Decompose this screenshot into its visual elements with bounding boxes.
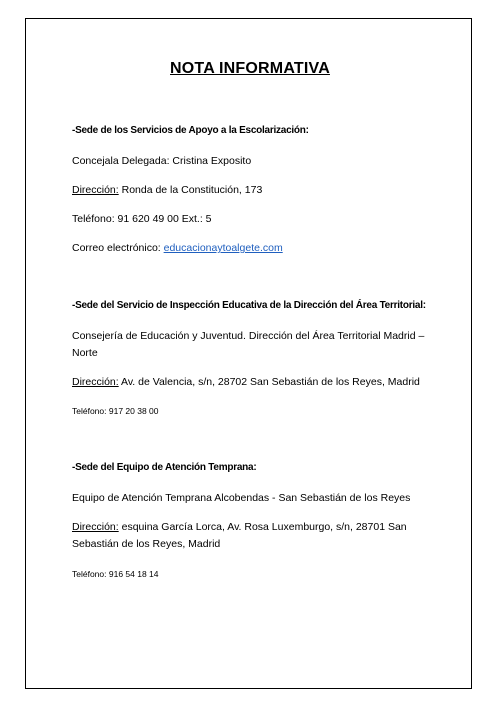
contact-line: Concejala Delegada: Cristina Exposito [72, 155, 252, 167]
org-line-1: Consejería de Educación y Juventud. Dirección del Área Territorial Madrid – [72, 330, 425, 342]
org-line: Equipo de Atención Temprana Alcobendas - San Sebastián de los Reyes [72, 492, 411, 504]
address-value: Av. de Valencia, s/n, 28702 San Sebastián de los Reyes, Madrid [118, 376, 420, 388]
section-heading-inspeccion: -Sede del Servicio de Inspección Educativa de la Dirección del Área Territorial: [72, 300, 426, 311]
email-link[interactable]: educacionaytoalgete.com [163, 242, 283, 254]
phone-line: Teléfono: 916 54 18 14 [72, 569, 159, 579]
address-line [72, 183, 262, 197]
section-heading-atencion-temprana: -Sede del Equipo de Atención Temprana: [72, 462, 257, 473]
address-label: Dirección: [72, 521, 119, 533]
email-line [72, 241, 283, 255]
address-line [72, 375, 420, 389]
address-line-2: Sebastián de los Reyes, Madrid [72, 538, 221, 550]
address-value: Ronda de la Constitución, 173 [118, 184, 263, 196]
address-value: esquina García Lorca, Av. Rosa Luxemburgo, s/n, 28701 San [118, 521, 407, 533]
section-heading-escolarizacion: -Sede de los Servicios de Apoyo a la Escolarización: [72, 125, 309, 136]
phone-line: Teléfono: 91 620 49 00 Ext.: 5 [72, 213, 212, 225]
address-line-1 [72, 520, 407, 534]
phone-line: Teléfono: 917 20 38 00 [72, 406, 159, 416]
email-label: Correo electrónico: [72, 242, 164, 254]
address-label: Dirección: [72, 376, 119, 388]
address-label: Dirección: [72, 184, 119, 196]
org-line-2: Norte [72, 347, 98, 359]
page-title: NOTA INFORMATIVA [170, 60, 330, 77]
